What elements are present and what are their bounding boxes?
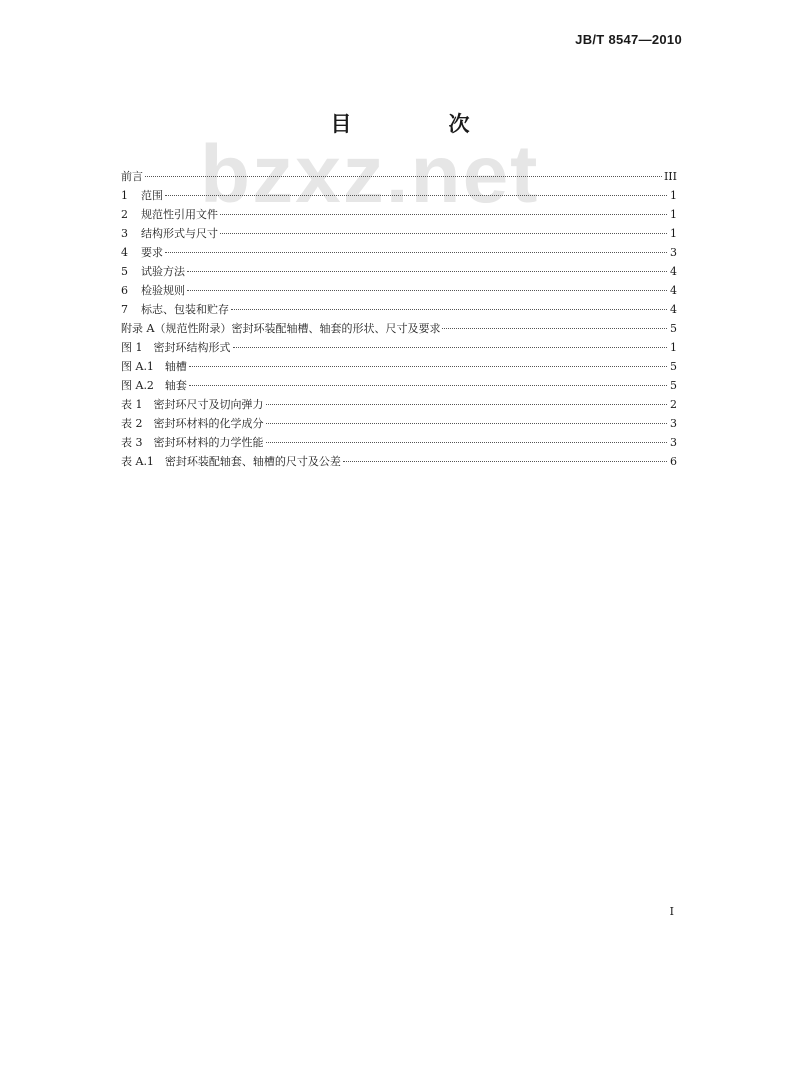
toc-entry-page: 1: [670, 227, 677, 240]
toc-entry-number: 1: [121, 189, 128, 202]
toc-entry[interactable]: [121, 338, 677, 357]
toc-entry-label: 试验方法: [141, 265, 185, 278]
toc-entry-page: 4: [670, 284, 677, 297]
dot-leader: [343, 461, 667, 462]
toc-entry-page: 2: [670, 398, 677, 411]
toc-entry-page: 5: [670, 379, 677, 392]
toc-entry-label: 范围: [141, 189, 163, 202]
toc-entry-label: 前言: [121, 170, 143, 183]
toc-entry-page: 3: [670, 417, 677, 430]
toc-entry[interactable]: [121, 376, 677, 395]
toc-entry[interactable]: [121, 300, 677, 319]
toc-entry[interactable]: [121, 395, 677, 414]
toc-entry-number: 3: [121, 227, 128, 240]
dot-leader: [187, 290, 667, 291]
dot-leader: [145, 176, 662, 177]
dot-leader: [233, 347, 668, 348]
toc-entry[interactable]: [121, 281, 677, 300]
page-title: 目 次: [330, 112, 508, 136]
toc-entry-label: 规范性引用文件: [141, 208, 218, 221]
toc-entry-label: 检验规则: [141, 284, 185, 297]
toc-entry-label: 表 A.1 密封环装配轴套、轴槽的尺寸及公差: [121, 455, 341, 468]
toc-entry-page: 1: [670, 341, 677, 354]
toc-entry[interactable]: [121, 433, 677, 452]
toc-entry[interactable]: [121, 205, 677, 224]
toc-entry-page: 3: [670, 436, 677, 449]
toc-entry-label: 附录 A（规范性附录）密封环装配轴槽、轴套的形状、尺寸及要求: [121, 322, 441, 335]
standard-code: JB/T 8547—2010: [575, 32, 682, 47]
toc-entry[interactable]: [121, 243, 677, 262]
toc-entry-page: 4: [670, 303, 677, 316]
toc-entry[interactable]: [121, 167, 677, 186]
dot-leader: [266, 404, 668, 405]
toc-entry[interactable]: [121, 414, 677, 433]
toc-entry[interactable]: [121, 452, 677, 471]
toc-entry-label: 表 3 密封环材料的力学性能: [121, 436, 264, 449]
toc-entry[interactable]: [121, 319, 677, 338]
page-number: I: [669, 905, 674, 918]
toc-entry[interactable]: [121, 357, 677, 376]
dot-leader: [220, 233, 667, 234]
toc-entry-label: 表 2 密封环材料的化学成分: [121, 417, 264, 430]
toc-entry-number: 7: [121, 303, 128, 316]
toc-entry-number: 2: [121, 208, 128, 221]
dot-leader: [187, 271, 667, 272]
dot-leader: [266, 423, 668, 424]
toc-entry-page: 1: [670, 189, 677, 202]
toc-entry-page: 5: [670, 360, 677, 373]
toc-entry-label: 表 1 密封环尺寸及切向弹力: [121, 398, 264, 411]
dot-leader: [220, 214, 667, 215]
toc-entry-label: 标志、包装和贮存: [141, 303, 229, 316]
toc-entry[interactable]: [121, 262, 677, 281]
dot-leader: [442, 328, 667, 329]
toc-entry-page: III: [663, 170, 677, 183]
toc-entry-page: 3: [670, 246, 677, 259]
toc-entry-label: 结构形式与尺寸: [141, 227, 218, 240]
toc-entry-label: 图 A.2 轴套: [121, 379, 187, 392]
toc-entry-label: 要求: [141, 246, 163, 259]
toc-entry-label: 图 A.1 轴槽: [121, 360, 187, 373]
dot-leader: [165, 252, 667, 253]
dot-leader: [266, 442, 668, 443]
toc-entry-number: 6: [121, 284, 128, 297]
table-of-contents: [121, 167, 677, 471]
dot-leader: [165, 195, 667, 196]
toc-entry-page: 5: [670, 322, 677, 335]
toc-entry[interactable]: [121, 186, 677, 205]
toc-entry-label: 图 1 密封环结构形式: [121, 341, 231, 354]
toc-entry-number: 4: [121, 246, 128, 259]
toc-entry-number: 5: [121, 265, 128, 278]
toc-entry-page: 6: [670, 455, 677, 468]
toc-entry-page: 1: [670, 208, 677, 221]
watermark: bzxz.net: [200, 129, 540, 220]
toc-entry[interactable]: [121, 224, 677, 243]
toc-entry-page: 4: [670, 265, 677, 278]
dot-leader: [189, 366, 667, 367]
dot-leader: [189, 385, 667, 386]
dot-leader: [231, 309, 667, 310]
